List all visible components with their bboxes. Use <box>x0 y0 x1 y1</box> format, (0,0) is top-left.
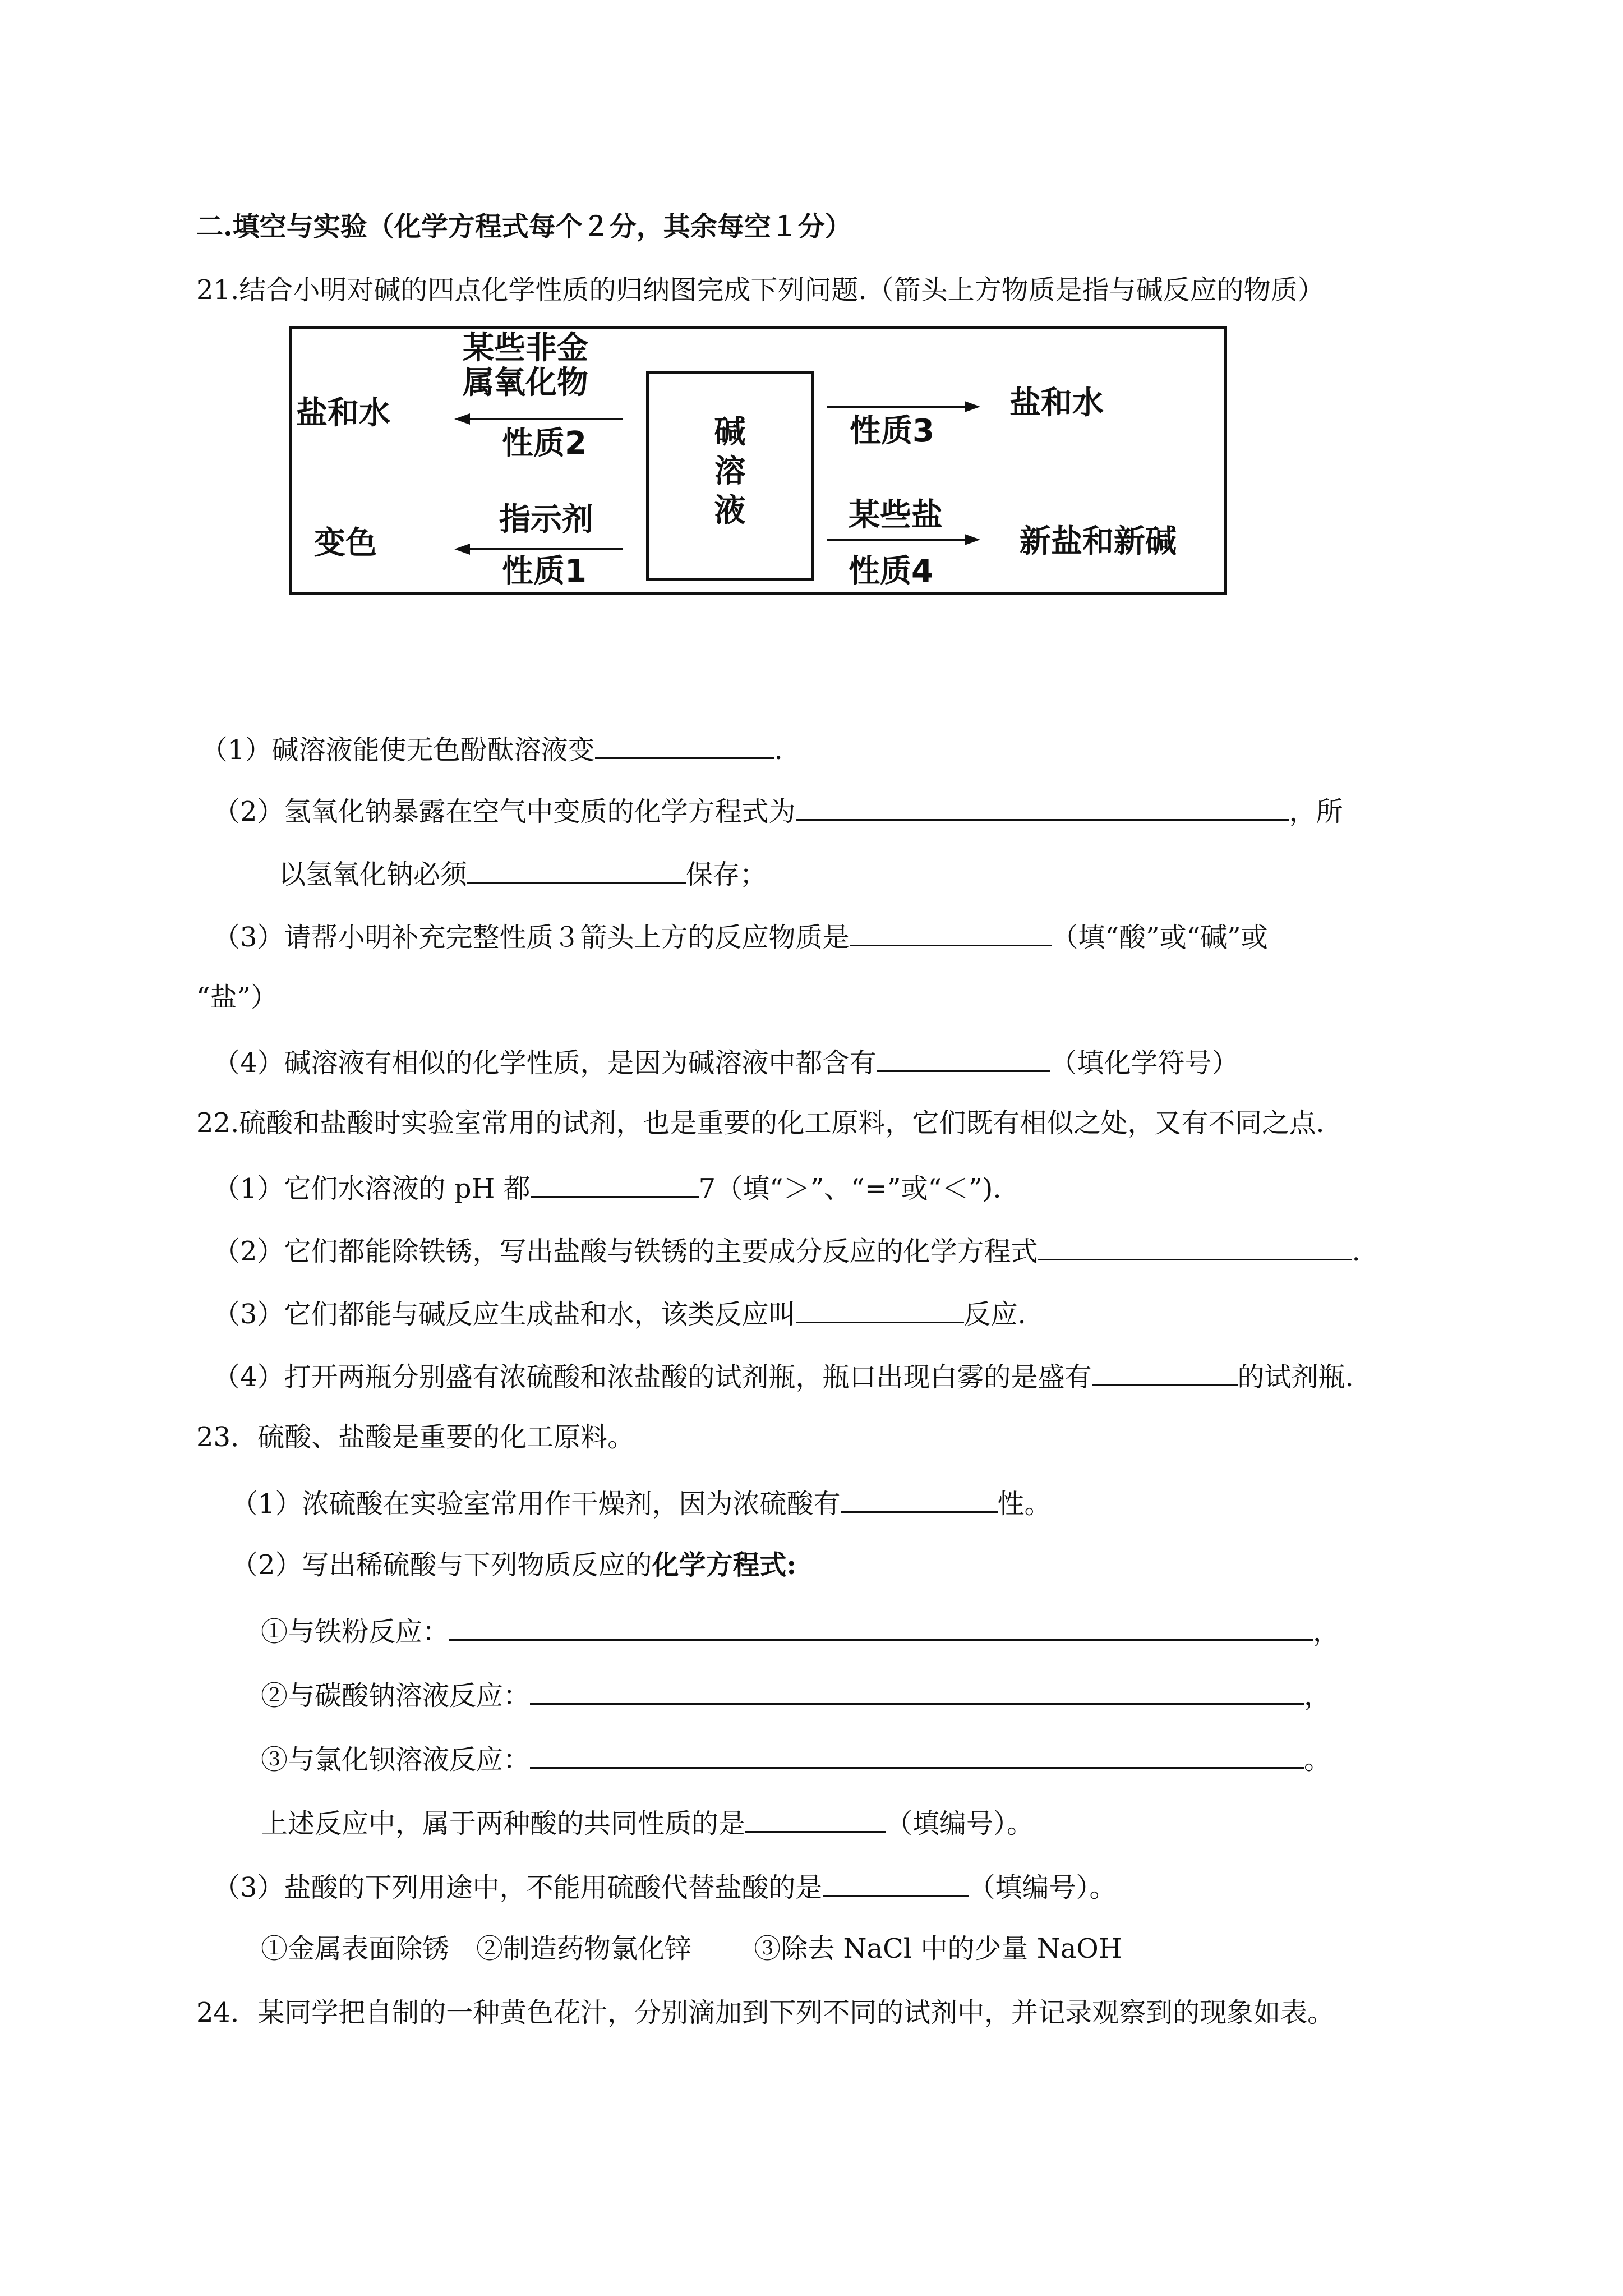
q22-p4-blank[interactable] <box>1092 1356 1238 1386</box>
q21-p4-blank[interactable] <box>877 1042 1050 1072</box>
q21-p2a: （2）氢氧化钠暴露在空气中变质的化学方程式为 ，所 <box>213 791 1343 830</box>
q21-p3a: （3）请帮小明补充完整性质３箭头上方的反应物质是 （填“酸”或“碱”或 <box>213 917 1268 955</box>
left-bottom-reagent: 指示剂 <box>499 501 593 538</box>
q23-common-blank[interactable] <box>745 1803 886 1833</box>
q21-stem: 21.结合小明对碱的四点化学性质的归纳图完成下列问题.（箭头上方物质是指与碱反应的物质） <box>196 274 1325 306</box>
left-bottom-property: 性质1 <box>502 553 587 590</box>
q23-r1: ①与铁粉反应： ， <box>261 1611 1340 1650</box>
q23-r3-blank[interactable] <box>530 1739 1304 1769</box>
q21-p1-blank[interactable] <box>595 729 774 759</box>
q24-stem: 24．某同学把自制的一种黄色花汁，分别滴加到下列不同的试剂中，并记录观察到的现象如表。 <box>196 1997 1335 2028</box>
q22-p2-blank[interactable] <box>1038 1231 1352 1260</box>
q22-p4: （4）打开两瓶分别盛有浓硫酸和浓盐酸的试剂瓶，瓶口出现白雾的是盛有 的试剂瓶. <box>213 1356 1354 1395</box>
section-title: 二.填空与实验（化学方程式每个２分，其余每空１分） <box>196 211 852 242</box>
q21-p3-blank[interactable] <box>850 917 1052 946</box>
q22-p2: （2）它们都能除铁锈，写出盐酸与铁锈的主要成分反应的化学方程式 . <box>213 1231 1361 1269</box>
center-char-2: 溶 <box>714 453 746 490</box>
q21-p3b: “盐”） <box>196 982 278 1013</box>
q22-p3: （3）它们都能与碱反应生成盐和水，该类反应叫 反应. <box>213 1294 1026 1332</box>
q23-p1-blank[interactable] <box>841 1483 998 1513</box>
right-bottom-property: 性质4 <box>849 553 933 590</box>
q23-r2-blank[interactable] <box>530 1675 1304 1705</box>
q23-p3-blank[interactable] <box>823 1867 969 1897</box>
q23-r1-blank[interactable] <box>449 1611 1313 1641</box>
q23-r3: ③与氯化钡溶液反应： 。 <box>261 1739 1331 1778</box>
q23-r2: ②与碳酸钠溶液反应： ， <box>261 1675 1331 1714</box>
q21-p2-equation-blank[interactable] <box>796 791 1289 821</box>
q21-p2b: 以氢氧化钠必须 保存； <box>279 854 767 892</box>
q22-p1: （1）它们水溶液的 pH 都 7（填“＞”、“=”或“＜”). <box>213 1168 1002 1207</box>
left-top-property: 性质2 <box>502 425 587 462</box>
q23-stem: 23．硫酸、盐酸是重要的化工原料。 <box>196 1421 635 1453</box>
base-solution-box <box>646 371 814 581</box>
q23-p2: （2）写出稀硫酸与下列物质反应的化学方程式: <box>231 1549 797 1581</box>
right-bottom-reagent: 某些盐 <box>849 497 943 533</box>
q22-p3-blank[interactable] <box>796 1294 964 1323</box>
q23-p3: （3）盐酸的下列用途中，不能用硫酸代替盐酸的是 （填编号）。 <box>213 1867 1117 1906</box>
right-top-property: 性质3 <box>850 413 934 449</box>
q21-p1: （1）碱溶液能使无色酚酞溶液变 . <box>201 729 783 768</box>
left-top-result: 盐和水 <box>296 395 390 431</box>
q23-p1: （1）浓硫酸在实验室常用作干燥剂，因为浓硫酸有 性。 <box>231 1483 1052 1522</box>
q21-p2-storage-blank[interactable] <box>467 854 686 884</box>
center-char-3: 液 <box>714 493 746 529</box>
right-bottom-result: 新盐和新碱 <box>1020 523 1177 560</box>
base-properties-diagram <box>289 326 1227 595</box>
q22-p1-blank[interactable] <box>531 1168 699 1198</box>
q23-common: 上述反应中，属于两种酸的共同性质的是 （填编号）。 <box>261 1803 1034 1842</box>
q22-stem: 22.硫酸和盐酸时实验室常用的试剂，也是重要的化工原料，它们既有相似之处，又有不同之点. <box>196 1107 1325 1139</box>
q21-p4: （4）碱溶液有相似的化学性质，是因为碱溶液中都含有 （填化学符号） <box>213 1042 1239 1081</box>
right-top-result: 盐和水 <box>1009 385 1104 421</box>
left-top-reagent-line2: 属氧化物 <box>463 365 588 401</box>
left-bottom-result: 变色 <box>314 525 377 562</box>
center-char-1: 碱 <box>714 414 746 450</box>
left-top-reagent-line1: 某些非金 <box>463 330 588 366</box>
q23-options: ①金属表面除锈 ②制造药物氯化锌 ③除去 NaCl 中的少量 NaOH <box>261 1933 1122 1964</box>
